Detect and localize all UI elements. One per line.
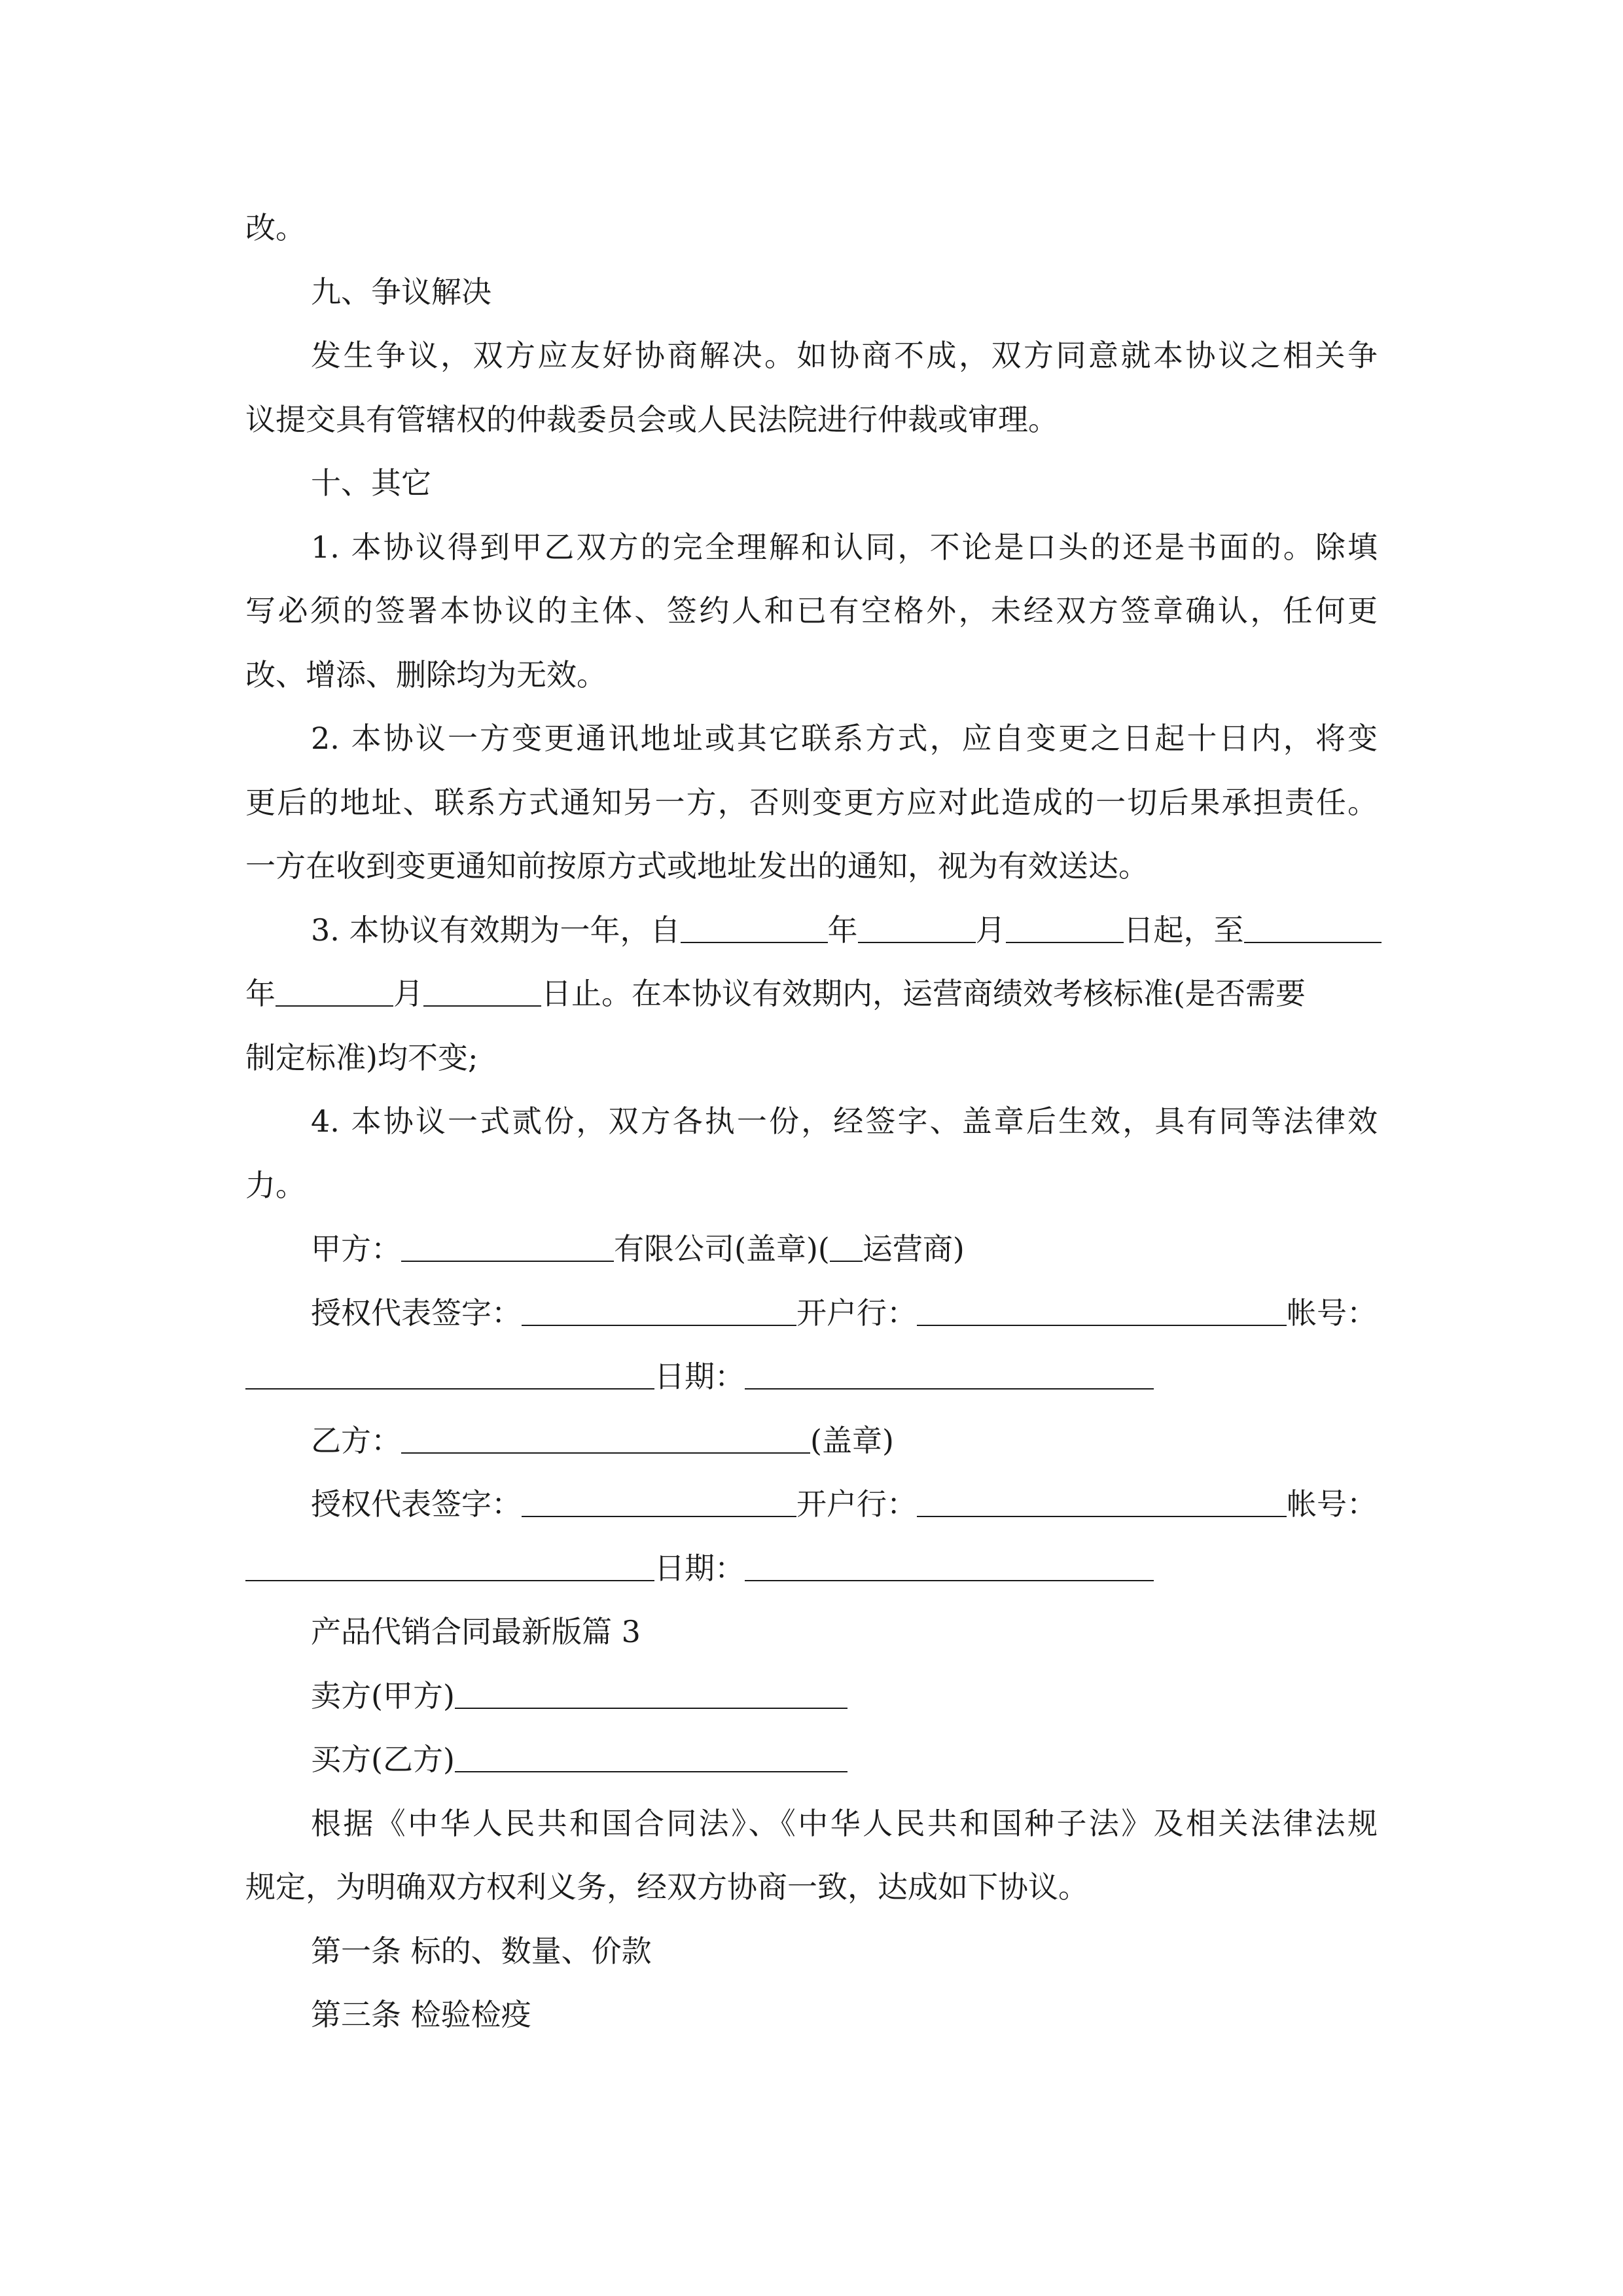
party-b-date-line	[245, 1549, 1378, 1588]
paragraph-line: 规定，为明确双方权利义务，经双方协商一致，达成如下协议。	[245, 1869, 1088, 1905]
party-b-label: 乙方：	[311, 1423, 401, 1458]
party-a-date-blank[interactable]	[745, 1358, 1154, 1390]
validity-period-line	[245, 974, 1378, 1013]
start-day-blank[interactable]	[1006, 912, 1124, 943]
start-month-blank[interactable]	[858, 912, 976, 943]
end-day-blank[interactable]	[423, 975, 541, 1007]
day-label: 日起，至	[1123, 912, 1244, 948]
party-a-date-line	[245, 1357, 1378, 1396]
party-b-line	[311, 1421, 1378, 1460]
paragraph-line: 制定标准)均不变;	[245, 1040, 478, 1075]
paragraph-line: 写必须的签署本协议的主体、签约人和已有空格外，未经双方签章确认，任何更	[245, 593, 1378, 628]
party-a-bank-blank[interactable]	[917, 1295, 1287, 1326]
account-label: 帐号：	[1287, 1295, 1377, 1331]
contract-title: 产品代销合同最新版篇 3	[311, 1614, 641, 1649]
article-heading: 第一条 标的、数量、价款	[311, 1933, 652, 1969]
year-label: 年	[245, 976, 276, 1011]
party-b-name-blank[interactable]	[401, 1422, 810, 1454]
seller-label: 卖方(甲方)	[311, 1678, 455, 1713]
party-a-signature-line	[311, 1293, 1378, 1333]
account-label: 帐号：	[1287, 1486, 1377, 1522]
validity-text: 3. 本协议有效期为一年，自	[311, 912, 681, 948]
buyer-label: 买方(乙方)	[311, 1742, 455, 1777]
article-heading: 第三条 检验检疫	[311, 1997, 531, 2032]
section-heading: 九、争议解决	[311, 274, 491, 310]
party-b-account-blank[interactable]	[245, 1550, 654, 1581]
buyer-blank[interactable]	[455, 1741, 847, 1772]
paragraph-line: 1. 本协议得到甲乙双方的完全理解和认同，不论是口头的还是书面的。除填	[311, 529, 1378, 565]
party-a-line	[311, 1229, 1378, 1268]
paragraph-line: 改、增添、删除均为无效。	[245, 657, 607, 692]
operator-blank[interactable]	[830, 1230, 863, 1262]
seller-line	[311, 1676, 1378, 1715]
end-month-blank[interactable]	[276, 975, 393, 1007]
validity-text: 日止。在本协议有效期内，运营商绩效考核标准(是否需要	[541, 976, 1306, 1011]
company-seal-label: 有限公司(盖章)(	[614, 1231, 830, 1266]
paragraph-line: 更后的地址、联系方式通知另一方，否则变更方应对此造成的一切后果承担责任。	[245, 785, 1378, 820]
month-label: 月	[975, 912, 1006, 948]
date-label: 日期：	[654, 1359, 745, 1394]
signature-label: 授权代表签字：	[311, 1486, 522, 1522]
paragraph-line: 2. 本协议一方变更通讯地址或其它联系方式，应自变更之日起十日内，将变	[311, 721, 1378, 756]
paragraph-line: 议提交具有管辖权的仲裁委员会或人民法院进行仲裁或审理。	[245, 402, 1058, 437]
paragraph-line: 改。	[245, 210, 306, 245]
party-b-signature-line	[311, 1484, 1378, 1524]
paragraph-line: 4. 本协议一式贰份，双方各执一份，经签字、盖章后生效，具有同等法律效	[311, 1103, 1378, 1139]
buyer-line	[311, 1740, 1378, 1779]
party-b-date-blank[interactable]	[745, 1550, 1154, 1581]
paragraph-line: 发生争议，双方应友好协商解决。如协商不成，双方同意就本协议之相关争	[311, 338, 1378, 373]
party-a-account-blank[interactable]	[245, 1358, 654, 1390]
party-a-label: 甲方：	[311, 1231, 401, 1266]
bank-label: 开户行：	[796, 1295, 917, 1331]
signature-label: 授权代表签字：	[311, 1295, 522, 1331]
paragraph-line: 力。	[245, 1168, 306, 1203]
party-a-signature-blank[interactable]	[522, 1295, 796, 1326]
start-year-blank[interactable]	[681, 912, 828, 943]
date-label: 日期：	[654, 1551, 745, 1586]
party-b-signature-blank[interactable]	[522, 1486, 796, 1517]
seal-label: (盖章)	[810, 1423, 894, 1458]
party-a-name-blank[interactable]	[401, 1230, 614, 1262]
month-label: 月	[393, 976, 423, 1011]
year-label: 年	[827, 912, 858, 948]
validity-period-line	[311, 910, 1378, 950]
section-heading: 十、其它	[311, 465, 431, 501]
bank-label: 开户行：	[796, 1486, 917, 1522]
paragraph-line: 一方在收到变更通知前按原方式或地址发出的通知，视为有效送达。	[245, 848, 1149, 884]
seller-blank[interactable]	[455, 1677, 847, 1709]
party-b-bank-blank[interactable]	[917, 1486, 1287, 1517]
end-year-blank[interactable]	[1244, 912, 1382, 943]
operator-label: 运营商)	[862, 1231, 965, 1266]
paragraph-line: 根据《中华人民共和国合同法》、《中华人民共和国种子法》及相关法律法规	[311, 1806, 1378, 1841]
